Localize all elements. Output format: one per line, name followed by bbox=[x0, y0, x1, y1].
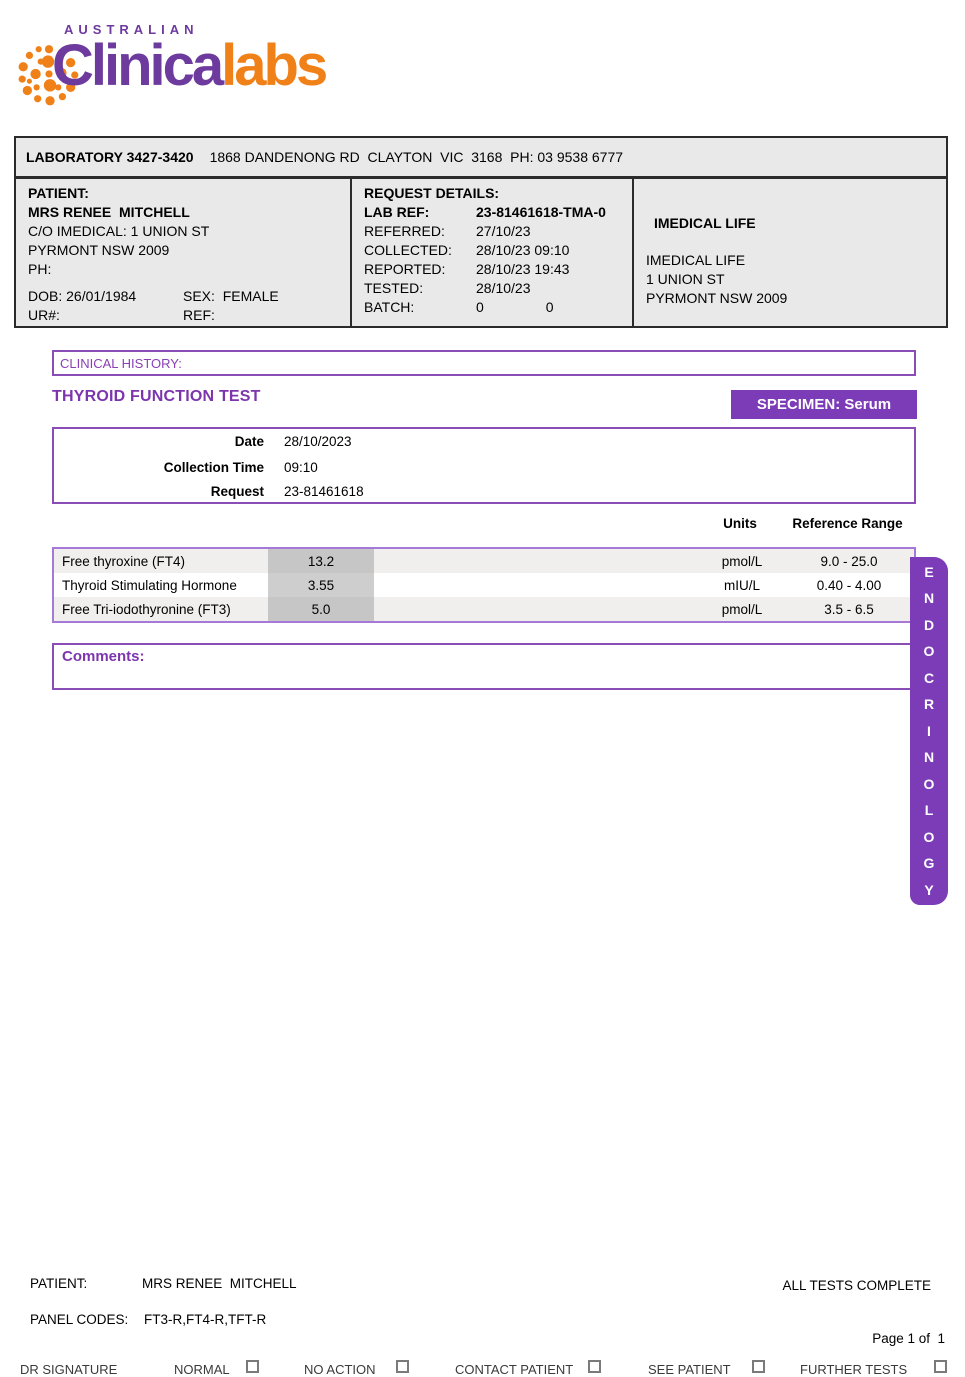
patient-address-line2: PYRMONT NSW 2009 bbox=[28, 242, 170, 258]
normal-checkbox bbox=[246, 1360, 259, 1373]
patient-name: MRS RENEE MITCHELL bbox=[28, 204, 190, 220]
endocrinology-department-tab: E N D O C R I N O L O G Y bbox=[910, 557, 948, 905]
patient-sex: SEX: FEMALE bbox=[183, 288, 279, 304]
reference-range-column-header: Reference Range bbox=[792, 516, 903, 531]
comments-label: Comments: bbox=[62, 648, 145, 665]
test-value: 13.2 bbox=[268, 549, 374, 573]
test-units: pmol/L bbox=[721, 601, 763, 617]
request-collected-row: COLLECTED: 28/10/23 09:10 bbox=[364, 242, 570, 258]
patient-dob: DOB: 26/01/1984 bbox=[28, 288, 137, 304]
contact-patient-checkbox-label: CONTACT PATIENT bbox=[455, 1362, 574, 1377]
table-row bbox=[54, 597, 914, 621]
meta-collection-row: Collection Time 09:10 bbox=[163, 460, 318, 475]
patient-ref-label: REF: bbox=[183, 307, 215, 323]
no-action-checkbox bbox=[396, 1360, 409, 1373]
test-reference-range: 9.0 - 25.0 bbox=[820, 553, 878, 569]
normal-checkbox-label: NORMAL bbox=[174, 1362, 230, 1377]
panel-codes-value: FT3-R,FT4-R,TFT-R bbox=[144, 1312, 267, 1327]
request-tested-row: TESTED: 28/10/23 bbox=[364, 280, 531, 296]
report-title: THYROID FUNCTION TEST bbox=[52, 388, 261, 405]
logo-tagline: AUSTRALIAN bbox=[64, 22, 199, 37]
logo-word-purple: Clinica bbox=[52, 33, 222, 98]
specimen-badge: SPECIMEN: Serum bbox=[731, 390, 917, 419]
laboratory-code: LABORATORY 3427-3420 bbox=[26, 149, 194, 165]
test-units: mIU/L bbox=[723, 577, 760, 593]
patient-details-section bbox=[16, 179, 352, 326]
referring-practice-section bbox=[634, 179, 946, 326]
header-info-panel bbox=[14, 177, 948, 328]
contact-patient-checkbox bbox=[588, 1360, 601, 1373]
practice-name: IMEDICAL LIFE bbox=[654, 215, 756, 231]
tests-complete-status: ALL TESTS COMPLETE bbox=[782, 1278, 931, 1293]
footer-patient-label: PATIENT: bbox=[30, 1276, 88, 1291]
laboratory-address: 1868 DANDENONG RD CLAYTON VIC 3168 PH: 03 9538 6777 bbox=[209, 149, 624, 165]
see-patient-checkbox-label: SEE PATIENT bbox=[648, 1362, 731, 1377]
patient-phone-label: PH: bbox=[28, 261, 52, 277]
test-value: 5.0 bbox=[268, 597, 374, 621]
units-column-header: Units bbox=[723, 516, 757, 531]
patient-dob-sex-row bbox=[28, 287, 338, 306]
further-tests-checkbox bbox=[934, 1360, 947, 1373]
page-number: Page 1 of 1 bbox=[872, 1331, 945, 1346]
clinical-history-box bbox=[52, 350, 916, 376]
test-name: Free Tri-iodothyronine (FT3) bbox=[62, 601, 231, 617]
see-patient-checkbox bbox=[752, 1360, 765, 1373]
test-reference-range: 0.40 - 4.00 bbox=[816, 577, 882, 593]
patient-address-line1: C/O IMEDICAL: 1 UNION ST bbox=[28, 223, 210, 239]
meta-request-row: Request 23-81461618 bbox=[210, 484, 364, 499]
no-action-checkbox-label: NO ACTION bbox=[304, 1362, 376, 1377]
request-details-section bbox=[352, 179, 634, 326]
logo-wordmark bbox=[52, 34, 325, 98]
logo-word-orange: labs bbox=[221, 33, 326, 98]
footer-patient-name: MRS RENEE MITCHELL bbox=[142, 1276, 297, 1291]
further-tests-checkbox-label: FURTHER TESTS bbox=[800, 1362, 908, 1377]
request-labref-row: LAB REF: 23-81461618-TMA-0 bbox=[364, 204, 606, 220]
request-batch-row: BATCH: 0 0 bbox=[364, 299, 554, 315]
collection-meta-box bbox=[52, 427, 916, 504]
dr-signature-label: DR SIGNATURE bbox=[20, 1362, 118, 1377]
test-name: Free thyroxine (FT4) bbox=[62, 553, 186, 569]
request-referred-row: REFERRED: 27/10/23 bbox=[364, 223, 531, 239]
test-name: Thyroid Stimulating Hormone bbox=[62, 577, 237, 593]
patient-label: PATIENT: bbox=[28, 185, 89, 201]
table-row bbox=[54, 549, 914, 573]
request-details-title: REQUEST DETAILS: bbox=[364, 185, 500, 201]
lab-ref-value: 23-81461618-TMA-0 bbox=[476, 204, 606, 220]
clinical-labs-logo bbox=[14, 8, 394, 108]
laboratory-bar bbox=[14, 136, 948, 178]
patient-ur-label: UR#: bbox=[28, 307, 60, 323]
table-row bbox=[54, 573, 914, 597]
test-units: pmol/L bbox=[721, 553, 763, 569]
practice-address: IMEDICAL LIFE 1 UNION ST PYRMONT NSW 2009 bbox=[646, 252, 788, 306]
results-table bbox=[52, 547, 916, 623]
patient-ur-ref-row bbox=[28, 306, 338, 325]
request-reported-row: REPORTED: 28/10/23 19:43 bbox=[364, 261, 570, 277]
test-reference-range: 3.5 - 6.5 bbox=[824, 601, 874, 617]
clinical-history-label: CLINICAL HISTORY: bbox=[60, 355, 182, 371]
panel-codes-label: PANEL CODES: bbox=[30, 1312, 129, 1327]
meta-date-row: Date 28/10/2023 bbox=[234, 434, 352, 449]
test-value: 3.55 bbox=[268, 573, 374, 597]
comments-box bbox=[52, 643, 916, 690]
